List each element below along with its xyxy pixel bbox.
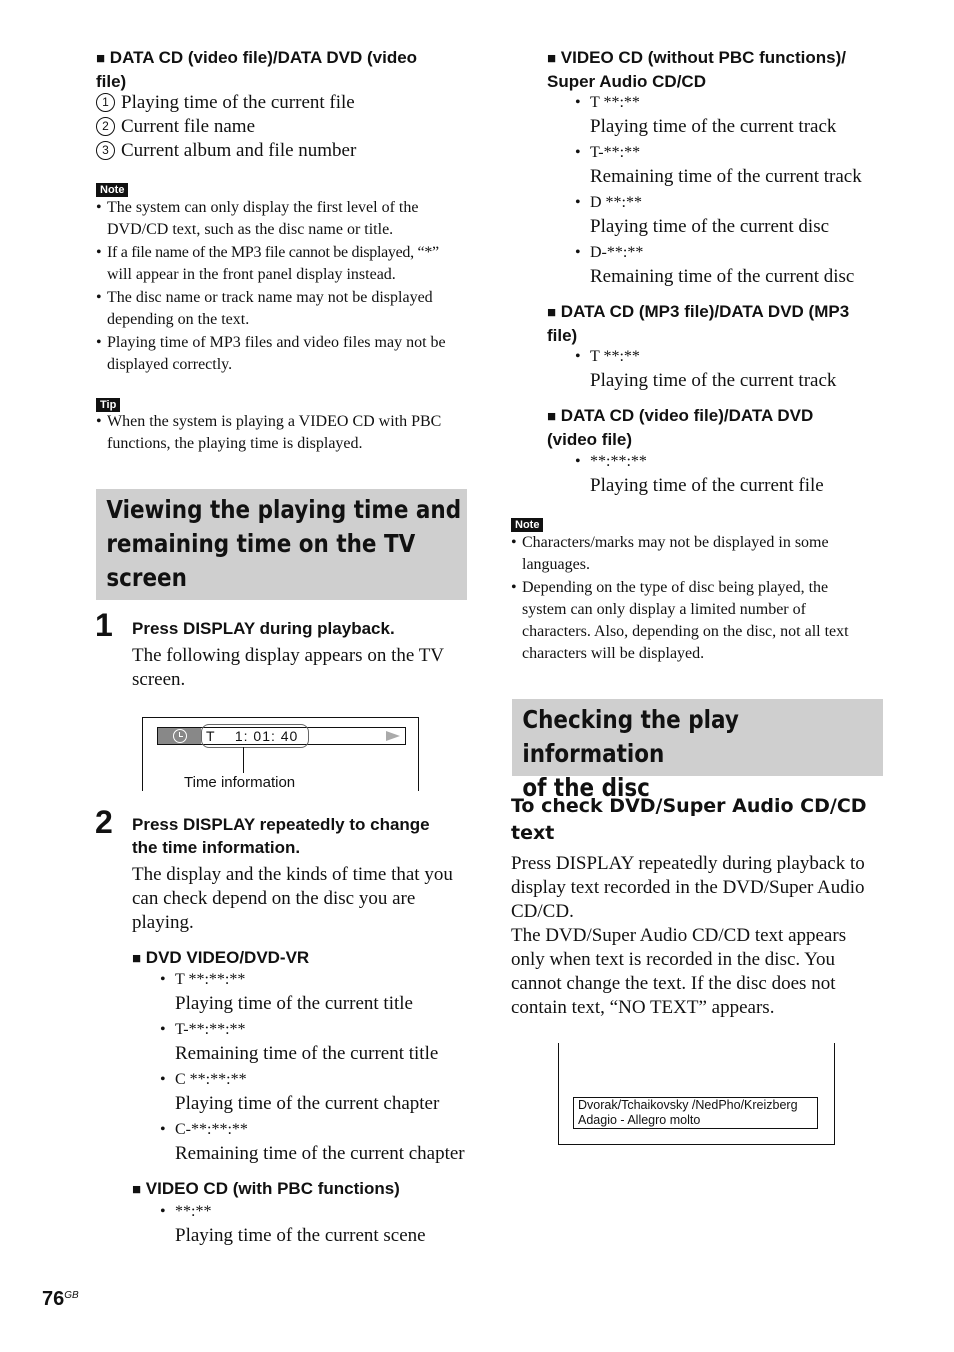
square-bullet-icon: ■ xyxy=(547,50,557,67)
square-bullet-icon: ■ xyxy=(96,50,106,67)
note-badge: Note xyxy=(96,180,128,198)
step-number: 1 xyxy=(95,607,113,643)
play-icon xyxy=(386,731,400,741)
numbered-list xyxy=(96,91,468,163)
square-bullet-icon: ■ xyxy=(132,950,142,967)
video-time-list xyxy=(575,450,895,498)
list-item: 1 Playing time of the current file xyxy=(96,91,468,115)
section-title: Checking the play information of the disc xyxy=(522,705,739,802)
clock-icon-bg xyxy=(158,728,201,744)
note-list xyxy=(96,197,468,377)
list-item: • T **:**:** Playing time of the current title xyxy=(160,971,413,1014)
circled-number: 2 xyxy=(96,117,115,136)
note-item: • Depending on the type of disc being played, the system can only display a limited number of characters. Also, depending on the disc, not all text characters will be displayed. xyxy=(511,577,883,665)
note-badge: Note xyxy=(511,515,543,533)
vcd-time-list xyxy=(575,91,895,291)
list-item: • D **:** Playing time of the current disc xyxy=(575,194,830,237)
list-item: • C-**:**:** Remaining time of the current chapter xyxy=(160,1121,465,1164)
list-item: • **:**:** Playing time of the current file xyxy=(575,453,824,496)
tip-list xyxy=(96,411,468,456)
circled-number: 1 xyxy=(96,93,115,112)
vcd-heading: ■ VIDEO CD (without PBC functions)/ Super Audio CD/CD xyxy=(547,48,846,91)
disc-text-box: Dvorak/Tchaikovsky /NedPho/Kreizberg Adagio - Allegro molto xyxy=(573,1097,818,1129)
note-item: • The system can only display the first level of the DVD/CD text, such as the disc name or title. xyxy=(96,197,468,241)
video-heading: ■ DATA CD (video file)/DATA DVD (video file) xyxy=(547,406,814,449)
time-display-figure xyxy=(142,717,419,791)
section-banner-play-info xyxy=(512,699,883,802)
step-number: 2 xyxy=(95,804,113,840)
list-item: • T-**:** Remaining time of the current track xyxy=(575,144,862,187)
callout-line xyxy=(243,747,244,773)
note-item: • Characters/marks may not be displayed in some languages. xyxy=(511,532,883,576)
note-item: • Playing time of MP3 files and video files may not be displayed correctly. xyxy=(96,332,468,376)
dvd-time-list xyxy=(160,968,480,1168)
disc-text-figure xyxy=(558,1043,835,1145)
list-item: • T-**:**:** Remaining time of the current title xyxy=(160,1021,439,1064)
list-item: • D-**:** Remaining time of the current disc xyxy=(575,244,855,287)
time-readout: T 1: 01: 40 xyxy=(206,728,299,744)
section-title: Viewing the playing time and remaining time on the TV screen xyxy=(106,495,462,592)
list-item: • C **:**:** Playing time of the current chapter xyxy=(160,1071,440,1114)
page-number: $76^{GB}$ xyxy=(42,1288,79,1310)
list-item: • **:** Playing time of the current scene xyxy=(160,1203,426,1246)
list-item: 3 Current album and file number xyxy=(96,139,468,163)
list-item: • T **:** Playing time of the current track xyxy=(575,94,837,137)
square-bullet-icon: ■ xyxy=(547,304,557,321)
note-list xyxy=(511,532,883,666)
section-banner-playing-time xyxy=(96,489,467,600)
vcd-pbc-heading: ■ VIDEO CD (with PBC functions) xyxy=(132,1179,400,1198)
circled-number: 3 xyxy=(96,141,115,160)
step-text: The following display appears on the TV screen. xyxy=(132,645,445,690)
dvd-heading: ■ DVD VIDEO/DVD-VR xyxy=(132,948,310,967)
note-item: • The disc name or track name may not be displayed depending on the text. xyxy=(96,287,468,331)
list-item: • T **:** Playing time of the current track xyxy=(575,348,837,391)
mp3-heading: ■ DATA CD (MP3 file)/DATA DVD (MP3 file) xyxy=(547,302,850,345)
step-title: Press DISPLAY repeatedly to change the time information. xyxy=(132,815,430,857)
note-item: • If a file name of the MP3 file cannot be displayed, “*” will appear in the front panel display instead. xyxy=(96,242,468,286)
tip-badge: Tip xyxy=(96,395,120,413)
time-info-label: Time information xyxy=(184,774,296,791)
list-item: 2 Current file name xyxy=(96,115,468,139)
data-video-heading: ■ DATA CD (video file)/DATA DVD (video file) xyxy=(96,48,418,91)
vcd-pbc-list xyxy=(160,1200,480,1248)
clock-icon xyxy=(173,729,187,743)
paragraph: Press DISPLAY repeatedly during playback to display text recorded in the DVD/Super Audio CD/CD. The DVD/Super Audio CD/CD text appears only when text is recorded in the disc. You cannot change the text. If the disc does not contain text, “NO TEXT” appears. xyxy=(511,853,865,1018)
square-bullet-icon: ■ xyxy=(132,1181,142,1198)
step-title: Press DISPLAY during playback. xyxy=(132,619,395,638)
mp3-time-list xyxy=(575,345,895,393)
step-text: The display and the kinds of time that you can check depend on the disc you are playing. xyxy=(132,864,453,933)
square-bullet-icon: ■ xyxy=(547,408,557,425)
time-callout-outline xyxy=(201,724,309,748)
tip-item: • When the system is playing a VIDEO CD with PBC functions, the playing time is displayed. xyxy=(96,411,468,455)
sub-heading: To check DVD/Super Audio CD/CD text xyxy=(511,795,867,844)
